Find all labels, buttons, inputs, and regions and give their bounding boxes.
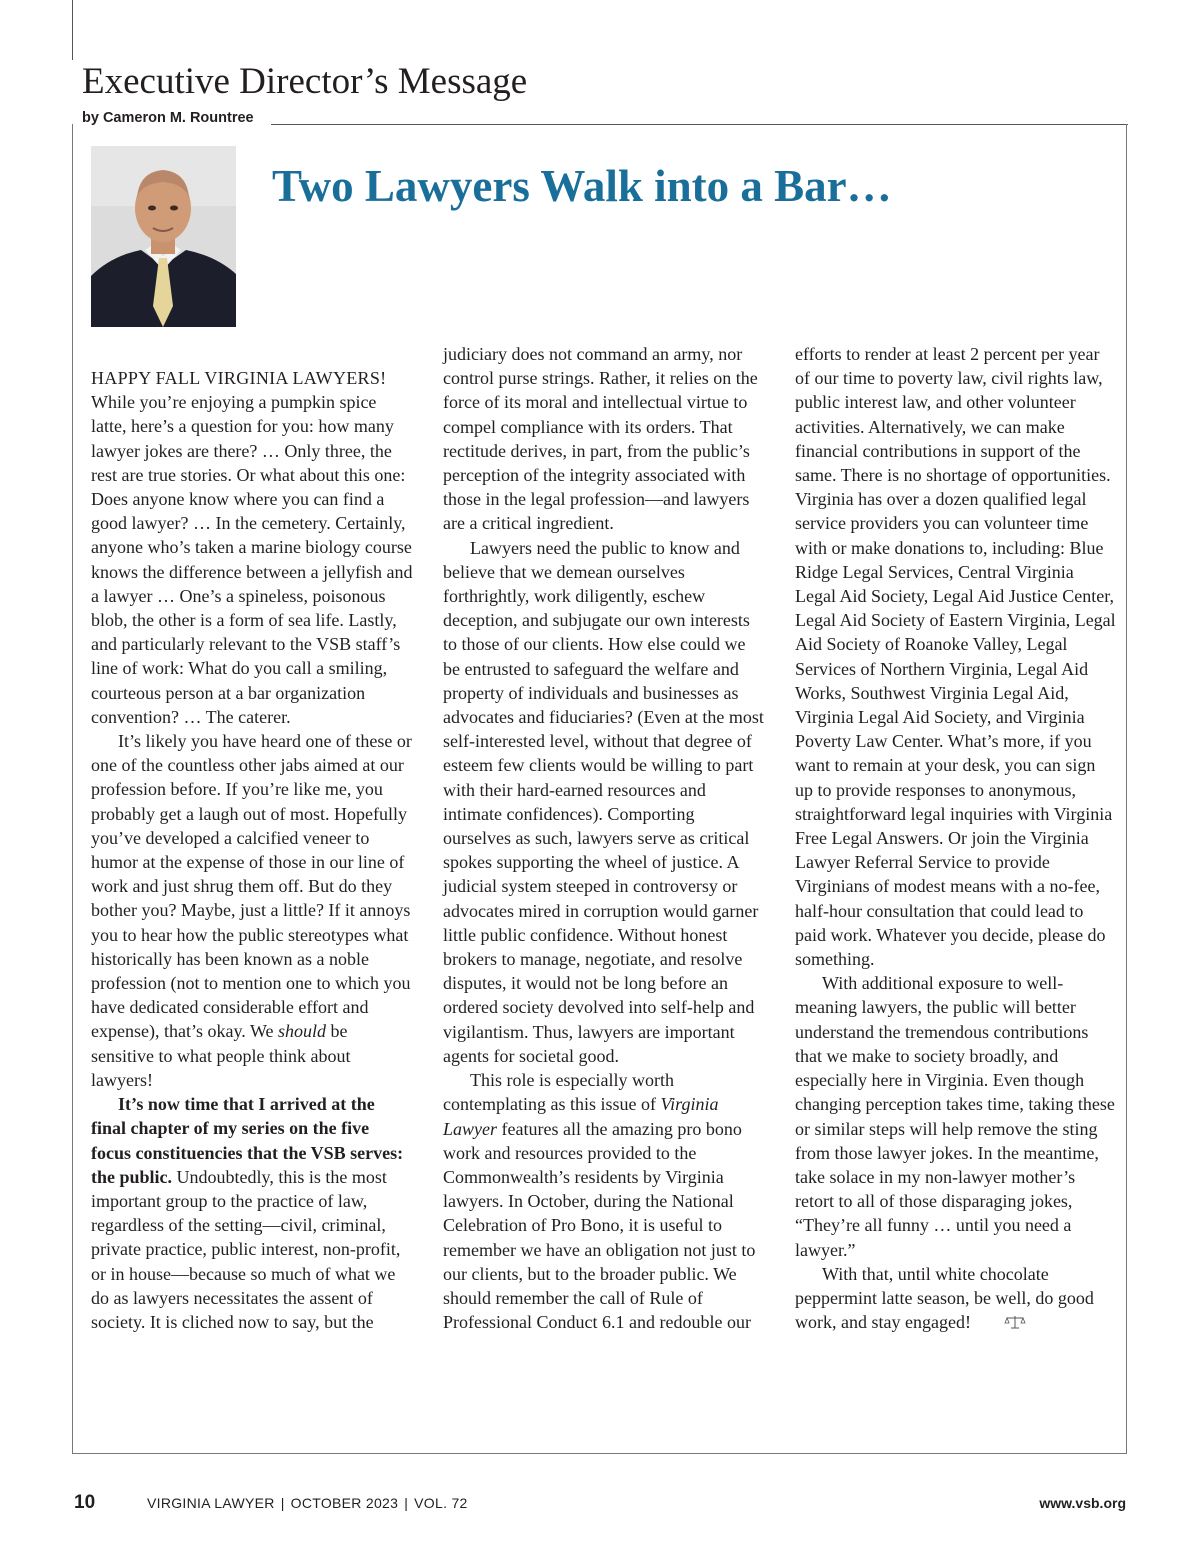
paragraph-1-body: While you’re enjoying a pumpkin spice latte, here’s a question for you: how many lawyer jokes are there? … Only three, the rest are true stories. Or what about this one: Does anyone know where you can find a good lawyer? … In the cemetery. Certainly, anyone who’s taken a marine biology course knows the difference between a jellyfish and a lawyer … One’s a spineless, poisonous blob, the other is a form of sea life. Lastly, and particularly relevant to the VSB staff’s line of work: What do you call a smiling, courteous person at a bar organization convention? … The caterer. [91, 392, 413, 727]
publication-name: VIRGINIA LAWYER [147, 1495, 275, 1511]
website-link[interactable]: www.vsb.org [1039, 1495, 1126, 1511]
opening-line: HAPPY FALL VIRGINIA LAWYERS! [91, 368, 387, 388]
separator: | [280, 1495, 285, 1511]
section-title: Executive Director’s Message [82, 61, 528, 102]
article-headline: Two Lawyers Walk into a Bar… [272, 161, 892, 211]
paragraph-7 [795, 1262, 1117, 1335]
paragraph-2-text-b: be sensitive to what people think about lawyers! [91, 1021, 351, 1090]
paragraph-2-text-a: It’s likely you have heard one of these or one of the countless other jabs aimed at our profession before. If you’re like me, you probably get a laugh out of most. Hopefully you’ve developed a calcified veneer to humor at the expense of those in our line of work and just shrug them off. But do they bother you? Maybe, just a little? If it annoys you to hear how the public stereotypes what historically has been known as a noble profession (not to mention one to which you have dedicated considerable effort and expense), that’s okay. We [91, 731, 412, 1042]
closing-text: With that, until white chocolate peppermint latte season, be well, do good work, and stay engaged! [795, 1263, 1094, 1333]
article-column-2 [443, 342, 765, 1334]
separator: | [404, 1495, 409, 1511]
paragraph-4: Lawyers need the public to know and believe that we demean ourselves forthrightly, work diligently, eschew deception, and subjugate our own interests to those of our clients. How else could we be entrusted to safeguard the welfare and property of individuals and businesses as advocates and fiduciaries? (Even at the most self-interested level, without that degree of esteem few clients would be willing to part with their hard-earned resources and intimate confidences). Comporting ourselves as such, lawyers serve as critical spokes supporting the wheel of justice. A judicial system steeped in controversy or advocates mired in corruption would garner little public confidence. Without honest brokers to manage, negotiate, and resolve disputes, it would not be long before an ordered society devolved into self-help and vigilantism. Thus, lawyers are important agents for societal good. [443, 537, 764, 1066]
paragraph-2 [91, 729, 413, 1092]
article-column-3 [795, 342, 1117, 1334]
paragraph-3-text: Undoubtedly, this is the most important group to the practice of law, regardless of the setting—civil, criminal, private practice, public interest, non-profit, or in house—because so much of what we do as lawyers necessitates the assent of society. It is cliched now to say, but the [91, 1166, 401, 1332]
page-footer [0, 1492, 1200, 1516]
paragraph-3-bold-lead: It’s now time that I arrived at the final chapter of my series on the five focus constituencies that the VSB serves: the public. [91, 1094, 404, 1187]
byline: by Cameron M. Rountree [82, 110, 254, 126]
page-number: 10 [74, 1492, 96, 1513]
paragraph-6: With additional exposure to well-meaning lawyers, the public will better understand the tremendous contributions that we make to society broadly, and especially here in Virginia. Even though changing perception takes time, taking these or similar steps will help remove the sting from those lawyer jokes. In the meantime, take solace in my non-lawyer mother’s retort to all of those disparaging jokes, “They’re all funny … until you need a lawyer.” [795, 973, 1115, 1260]
column-2-continuation: judiciary does not command an army, nor control purse strings. Rather, it relies on the force of its moral and intellectual virtue to compel compliance with its orders. That rectitude derives, in part, from the public’s perception of the integrity associated with those in the legal profession—and lawyers are a critical ingredient. [443, 344, 758, 534]
author-photo [91, 146, 236, 327]
publication-info [147, 1495, 468, 1511]
paragraph-2-emphasis: should [278, 1021, 327, 1042]
paragraph-5-text-b: features all the amazing pro bono work and resources provided to the Commonwealth’s residents by Virginia lawyers. In October, during the National Celebration of Pro Bono, it is useful to remember we have an obligation not just to our clients, but to the broader public. We should remember the call of Rule of Professional Conduct 6.1 and redouble our [443, 1118, 756, 1333]
scales-of-justice-icon [977, 1311, 999, 1325]
volume: VOL. 72 [414, 1495, 468, 1511]
column-3-continuation: efforts to render at least 2 percent per year of our time to poverty law, civil rights law, public interest law, and other volunteer activities. Alternatively, we can make financial contributions in support of the same. There is no shortage of opportunities. Virginia has over a dozen qualified legal service providers you can volunteer time with or make donations to, including: Blue Ridge Legal Services, Central Virginia Legal Aid Society, Legal Aid Justice Center, Legal Aid Society of Eastern Virginia, Legal Aid Society of Roanoke Valley, Legal Services of Northern Virginia, Legal Aid Works, Southwest Virginia Legal Aid, Virginia Legal Aid Society, and Virginia Poverty Law Center. What’s more, if you want to remain at your desk, you can sign up to provide responses to anonymous, straightforward legal inquiries with Virginia Free Legal Answers. Or join the Virginia Lawyer Referral Service to provide Virginians of modest means with a no-fee, half-hour consultation that could lead to paid work. Whatever you decide, please do something. [795, 344, 1116, 970]
article-column-1 [91, 366, 413, 1334]
paragraph-5-text-a: This role is especially worth contemplating as this issue of [443, 1070, 674, 1115]
paragraph-5 [443, 1068, 765, 1334]
left-edge-rule [72, 0, 73, 60]
magazine-title-italic: Virginia Lawyer [443, 1094, 719, 1139]
paragraph-1 [91, 366, 413, 729]
issue-date: OCTOBER 2023 [290, 1495, 399, 1511]
paragraph-3 [91, 1092, 413, 1334]
